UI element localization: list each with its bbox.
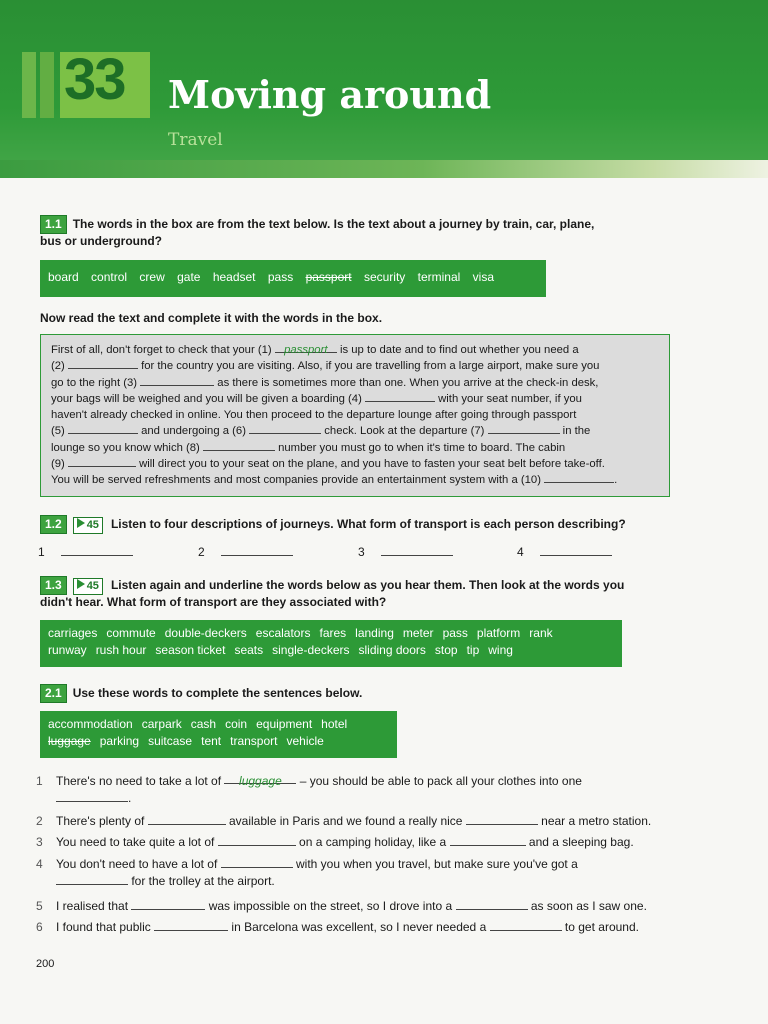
word-item: landing	[355, 626, 394, 640]
play-icon	[77, 579, 85, 589]
answer-gap-filled[interactable]: passport	[275, 342, 337, 353]
answer-line: 2	[198, 545, 293, 559]
word-item: control	[91, 270, 128, 284]
answer-gap[interactable]	[540, 545, 612, 556]
sentence-3: 3 You need to take quite a lot of on a camping holiday, like a and a sleeping bag.	[36, 835, 634, 849]
text-line: haven't already checked in online. You then proceed to the departure lounge after going through passport	[51, 409, 577, 422]
word-row	[48, 733, 389, 750]
word-item: wing	[488, 643, 513, 657]
unit-number: 33	[64, 47, 125, 112]
exercise-1-2-instruction: 1.2 45 Listen to four descriptions of journeys. What form of transport is each person describing?	[40, 515, 720, 534]
exercise-tag: 1.1	[40, 215, 67, 234]
word-item: carriages	[48, 626, 98, 640]
answer-gap[interactable]	[381, 545, 453, 556]
answer-gap[interactable]	[140, 375, 214, 386]
word-item: parking	[99, 734, 140, 748]
word-item: rank	[529, 626, 553, 640]
word-box-2-1	[40, 711, 397, 758]
gap-fill-text	[40, 334, 670, 497]
word-item: hotel	[321, 717, 348, 731]
word-item: visa	[472, 270, 494, 284]
word-item: crew	[139, 270, 165, 284]
word-item: cash	[190, 717, 217, 731]
word-item: stop	[434, 643, 458, 657]
answer-gap[interactable]	[148, 814, 226, 825]
word-item: coin	[225, 717, 248, 731]
word-row	[48, 625, 614, 642]
play-icon	[77, 518, 85, 528]
text-line: You will be served refreshments and most companies provide an entertainment system with a (10) .	[51, 474, 618, 487]
text-line: lounge so you know which (8) number you must go to when it's time to board. The cabin	[51, 441, 566, 454]
text-line: (2) for the country you are visiting. Also, if you are travelling from a large airport, make sure you	[51, 360, 600, 373]
word-item: single-deckers	[272, 643, 350, 657]
word-item: pass	[267, 270, 294, 284]
answer-gap[interactable]	[131, 899, 205, 910]
answer-gap-filled[interactable]: luggage	[224, 773, 296, 784]
exercise-1-3-instruction: 1.3 45 Listen again and underline the words below as you hear them. Then look at the words you didn't hear. What form of transport are they associated with?	[40, 578, 625, 609]
word-item: escalators	[255, 626, 311, 640]
exercise-tag: 1.3	[40, 576, 67, 595]
answer-gap[interactable]	[365, 391, 435, 402]
word-item: fares	[319, 626, 347, 640]
answer-gap[interactable]	[544, 472, 614, 483]
answer-gap[interactable]	[218, 835, 296, 846]
word-row	[48, 642, 614, 659]
answer-line: 3	[358, 545, 453, 559]
text-line: (9) will direct you to your seat on the plane, and you have to fasten your seat belt before take-off.	[51, 458, 605, 471]
word-item: equipment	[256, 717, 313, 731]
word-item: vehicle	[286, 734, 324, 748]
answer-line: 4	[517, 545, 612, 559]
word-item: platform	[476, 626, 521, 640]
answer-gap[interactable]	[466, 814, 538, 825]
word-item: gate	[177, 270, 201, 284]
word-item: sliding doors	[358, 643, 426, 657]
exercise-1-1-instruction-2: Now read the text and complete it with the words in the box.	[40, 311, 383, 325]
word-item: headset	[212, 270, 256, 284]
exercise-tag: 1.2	[40, 515, 67, 534]
answer-line: 1	[38, 545, 133, 559]
answer-gap[interactable]	[488, 423, 560, 434]
answer-gap[interactable]	[68, 358, 138, 369]
word-item: security	[363, 270, 406, 284]
word-item: tent	[201, 734, 222, 748]
text-line: First of all, don't forget to check that your (1) passport is up to date and to find out whether you need a	[51, 344, 579, 356]
answer-gap[interactable]	[490, 920, 562, 931]
text-line: your bags will be weighed and you will be given a boarding (4) with your seat number, if you	[51, 392, 582, 405]
unit-bar-decoration	[40, 52, 54, 118]
word-item: seats	[234, 643, 264, 657]
answer-gap[interactable]	[61, 545, 133, 556]
word-item: transport	[230, 734, 278, 748]
word-item: carpark	[141, 717, 182, 731]
answer-gap[interactable]	[221, 545, 293, 556]
audio-track-button[interactable]: 45	[73, 517, 103, 534]
exercise-2-1-instruction: 2.1 Use these words to complete the sentences below.	[40, 684, 362, 703]
answer-gap[interactable]	[56, 791, 128, 802]
answer-gap[interactable]	[154, 920, 228, 931]
answer-gap[interactable]	[68, 423, 138, 434]
word-item: suitcase	[148, 734, 193, 748]
header-fade-strip	[0, 160, 768, 178]
answer-gap[interactable]	[221, 857, 293, 868]
audio-track-button[interactable]: 45	[73, 578, 103, 595]
answer-gap[interactable]	[450, 835, 526, 846]
exercise-1-1-instruction: 1.1 The words in the box are from the text below. Is the text about a journey by train, car, plane, bus or underground?	[40, 217, 595, 248]
text-line: go to the right (3) as there is sometimes more than one. When you arrive at the check-in desk,	[51, 376, 599, 389]
text-line: (5) and undergoing a (6) check. Look at the departure (7) in the	[51, 425, 591, 438]
answer-gap[interactable]	[68, 456, 136, 467]
word-item: pass	[442, 626, 468, 640]
sentence-6: 6 I found that public in Barcelona was excellent, so I never needed a to get around.	[36, 920, 639, 934]
word-item: terminal	[417, 270, 461, 284]
word-item: meter	[402, 626, 434, 640]
exercise-tag: 2.1	[40, 684, 67, 703]
word-item: accommodation	[48, 717, 133, 731]
word-item: rush hour	[95, 643, 147, 657]
word-item: commute	[106, 626, 156, 640]
word-item-crossed: luggage	[48, 734, 91, 748]
word-item: tip	[466, 643, 480, 657]
answer-gap[interactable]	[203, 440, 275, 451]
word-item: runway	[48, 643, 87, 657]
unit-subtitle: Travel	[168, 130, 223, 150]
word-box-1-3	[40, 620, 622, 667]
answer-gap[interactable]	[249, 423, 321, 434]
word-box-1-1	[40, 260, 546, 297]
sentence-4: 4 You don't need to have a lot of with you when you travel, but make sure you've got a for the trolley at the airport.	[36, 857, 578, 888]
word-row	[48, 716, 389, 733]
page-number: 200	[36, 958, 55, 970]
word-item-crossed: passport	[305, 270, 352, 284]
word-item: season ticket	[155, 643, 226, 657]
answer-gap[interactable]	[56, 874, 128, 885]
answer-gap[interactable]	[456, 899, 528, 910]
unit-title: Moving around	[168, 72, 492, 117]
word-item: double-deckers	[164, 626, 247, 640]
word-item: board	[48, 270, 79, 284]
sentence-1: 1 There's no need to take a lot of luggage – you should be able to pack all your clothes into one .	[36, 774, 582, 805]
unit-bar-decoration	[22, 52, 36, 118]
sentence-2: 2 There's plenty of available in Paris and we found a really nice near a metro station.	[36, 814, 652, 828]
sentence-5: 5 I realised that was impossible on the street, so I drove into a as soon as I saw one.	[36, 899, 647, 913]
